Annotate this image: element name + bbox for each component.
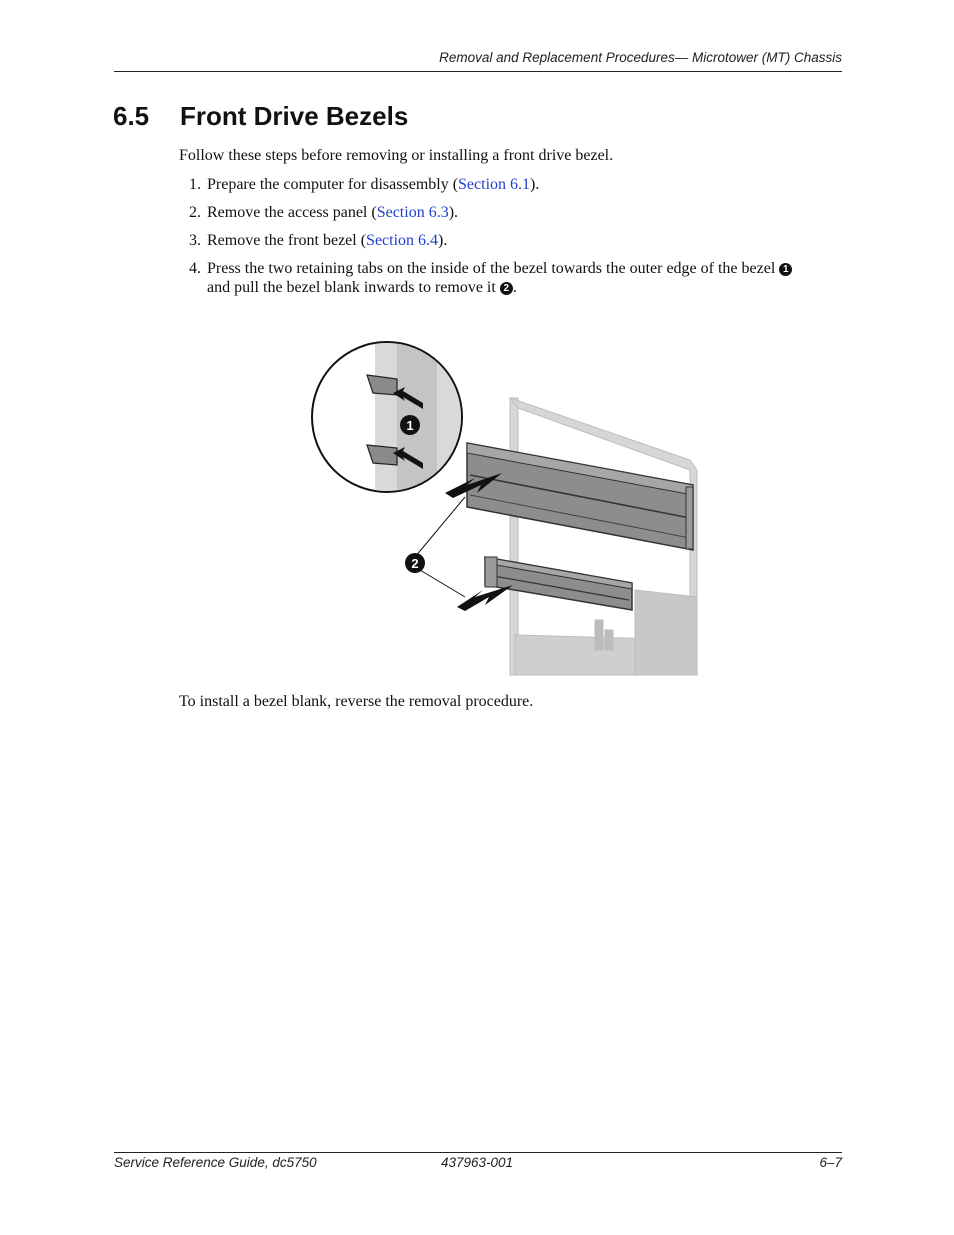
- step-item: [179, 259, 849, 297]
- step-text-end: ).: [448, 204, 459, 221]
- procedure-steps: [179, 175, 849, 306]
- step-text: Prepare the computer for disassembly (: [207, 176, 459, 193]
- leader-lines: [415, 497, 465, 597]
- step-text-end: ).: [438, 232, 448, 249]
- callout-2-label: 2: [411, 556, 419, 571]
- callout-2-marker: [405, 553, 425, 573]
- header-rule: [114, 71, 842, 72]
- step-text-end: ).: [530, 176, 540, 193]
- running-header: Removal and Replacement Procedures— Microtower (MT) Chassis: [439, 50, 842, 65]
- callout-1-marker: [400, 415, 420, 435]
- step-item: [179, 203, 849, 222]
- step-text-end: .: [512, 279, 517, 296]
- footer-rule: [114, 1152, 842, 1153]
- lower-bezel-blank: [485, 557, 632, 610]
- step-number: 1.: [189, 176, 201, 193]
- step-number: 4.: [189, 260, 201, 277]
- section-title: Front Drive Bezels: [180, 101, 409, 131]
- step-text: Remove the access panel (: [207, 204, 377, 221]
- step-item: [179, 231, 849, 250]
- callout-1-label: 1: [406, 418, 414, 433]
- step-text-continued: and pull the bezel blank inwards to remove it: [207, 279, 496, 296]
- section-heading: [113, 101, 408, 132]
- callout-2-badge: 2: [500, 282, 513, 295]
- step-number: 3.: [189, 232, 201, 249]
- detail-magnifier: [312, 335, 465, 505]
- intro-paragraph: Follow these steps before removing or installing a front drive bezel.: [179, 147, 614, 164]
- callout-1-badge: 1: [779, 263, 792, 276]
- step-number: 2.: [189, 204, 201, 221]
- footer-page-number: 6–7: [819, 1155, 842, 1170]
- section-6-3-link[interactable]: Section 6.3: [376, 204, 449, 221]
- footer-guide-title: Service Reference Guide, dc5750: [114, 1155, 317, 1170]
- section-6-1-link[interactable]: Section 6.1: [458, 176, 531, 193]
- step-text: Remove the front bezel (: [207, 232, 367, 249]
- step-text: Press the two retaining tabs on the inside of the bezel towards the outer edge of the bezel: [207, 260, 776, 277]
- pull-arrow-lower: [457, 585, 513, 611]
- bezel-removal-illustration: [305, 335, 725, 680]
- install-note: To install a bezel blank, reverse the removal procedure.: [179, 693, 534, 710]
- section-6-4-link[interactable]: Section 6.4: [366, 232, 439, 249]
- step-item: [179, 175, 849, 194]
- footer-part-number: 437963-001: [441, 1155, 514, 1170]
- section-number: 6.5: [113, 101, 150, 131]
